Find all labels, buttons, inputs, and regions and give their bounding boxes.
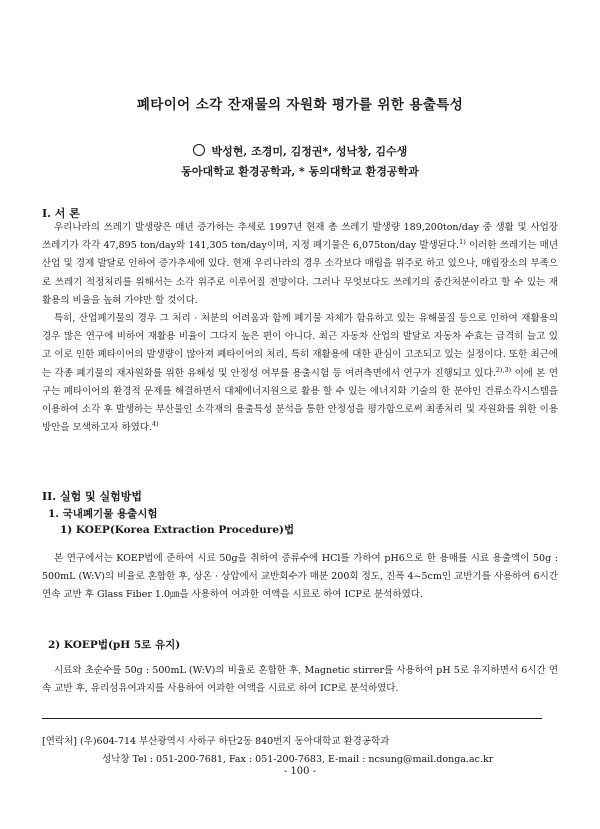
methods-body-1 (42, 550, 558, 605)
contact-block (42, 733, 493, 769)
intro-paragraph-2: 특히, 산업폐기물의 경우 그 처리 · 처분의 어려움과 함께 폐기물 자체가 함유하고 있는 유해물질 등으로 인하여 재활용의 경우 많은 연구에 비하여 재활용 비율이 그다지 높은 편이 아니다. 최근 자동차 산업의 발달로 자동차 수효는 급격히 늘고 있고 이로 인한 폐타이어의 발생량이 많아져 폐타이어의 처리, 특히 재활용에 대한 관심이 고조되고 있는 실정이다. 또한 최근에는 각종 폐기물의 재자원화를 위한 유해성 및 안정성 여부를 용출시험 등 여러측면에서 연구가 진행되고 있다.$^{2),3)}$ 이에 본 연구는 폐타이어의 환경적 문제를 해결하면서 대체에너지원으로 활용 할 수 있는 에너지화 기술의 한 분야인 건류소각시스템을 이용하여 소각 후 발생하는 부산물인 소각재의 용출특성 분석을 통한 안정성을 평가함으로써 최종처리 및 자원화를 위한 이용방안을 모색하고자 하였다.$^{4)}$ (42, 313, 558, 434)
subsection-heading-1: 1. 국내폐기물 용출시험 (48, 508, 158, 520)
methods-body-2 (42, 662, 558, 698)
citation-1: 1) (459, 238, 466, 247)
citation-2-3: 2),3) (495, 365, 512, 374)
contact-details: 성낙창 Tel : 051-200-7681, Fax : 051-200-7683, E-mail : ncsung@mail.donga.ac.kr (102, 754, 494, 765)
citation-4: 4) (152, 420, 159, 429)
circle-mark-icon (193, 144, 205, 156)
section-heading-intro: I. 서 론 (42, 207, 80, 220)
author-names: 박성현, 조경미, 김정권*, 성낙창, 김수생 (211, 145, 408, 158)
methods-paragraph-2: 시료와 초순수를 50g : 500mL (W:V)의 비율로 혼합한 후, Magnetic stirrer를 사용하여 pH 5로 유지하면서 6시간 연속 교반 후, 유리섬유여과지를 사용하여 여과한 여액을 시료로 하여 ICP로 분석하였다. (42, 665, 558, 695)
section-heading-methods: II. 실험 및 실험방법 (42, 490, 142, 503)
affiliation-line: 동아대학교 환경공학과, * 동의대학교 환경공학과 (181, 165, 419, 178)
author-line (0, 143, 600, 159)
paper-title: 폐타이어 소각 잔재물의 자원화 평가를 위한 용출특성 (136, 97, 464, 113)
intro-paragraph-1: 우리나라의 쓰레기 발생량은 매년 증가하는 추세로 1997년 현재 총 쓰레기 발생량 189,200ton/day 중 생활 및 사업장 쓰레기가 각각 47,895 ton/day와 141,305 ton/day이며, 지정 폐기물은 6,075ton/day 발생된다.$^{1)}$ 이러한 쓰레기는 매년 산업 및 경제 발달로 인하여 증가추세에 있다. 현재 우리나라의 경우 소각보다 매립을 위주로 하고 있으나, 매립장소의 부족으로 쓰레기 적정처리를 위해서는 소각 위주로 이루어질 전망이다. 그러나 무엇보다도 쓰레기의 중간처분이라고 할 수 있는 재활용의 비율을 높혀 가야만 할 것이다. (42, 222, 559, 306)
footer-divider (42, 718, 542, 719)
page-number: - 100 - (283, 766, 317, 777)
contact-address: [연락처] (우)604-714 부산광역시 사하구 하단2동 840번지 동아대학교 환경공학과 (42, 736, 390, 747)
intro-body (42, 219, 558, 437)
methods-paragraph-1: 본 연구에서는 KOEP법에 준하여 시료 50g을 취하여 증류수에 HCl를 가하여 pH6으로 한 용매를 시료 용출액이 50g : 500mL (W:V)의 비율로 혼합한 후, 상온 · 상압에서 교반회수가 매분 200회 정도, 진폭 4~5cm인 교반기를 사용하여 6시간 연속 교반 후 Glass Fiber 1.0㎛을 사용하여 여과한 여액을 시료로 하여 ICP로 분석하였다. (42, 553, 558, 601)
subsection-heading-1-1: 1) KOEP(Korea Extraction Procedure)법 (60, 524, 295, 536)
subsection-heading-1-2: 2) KOEP법(pH 5로 유지) (48, 639, 181, 651)
